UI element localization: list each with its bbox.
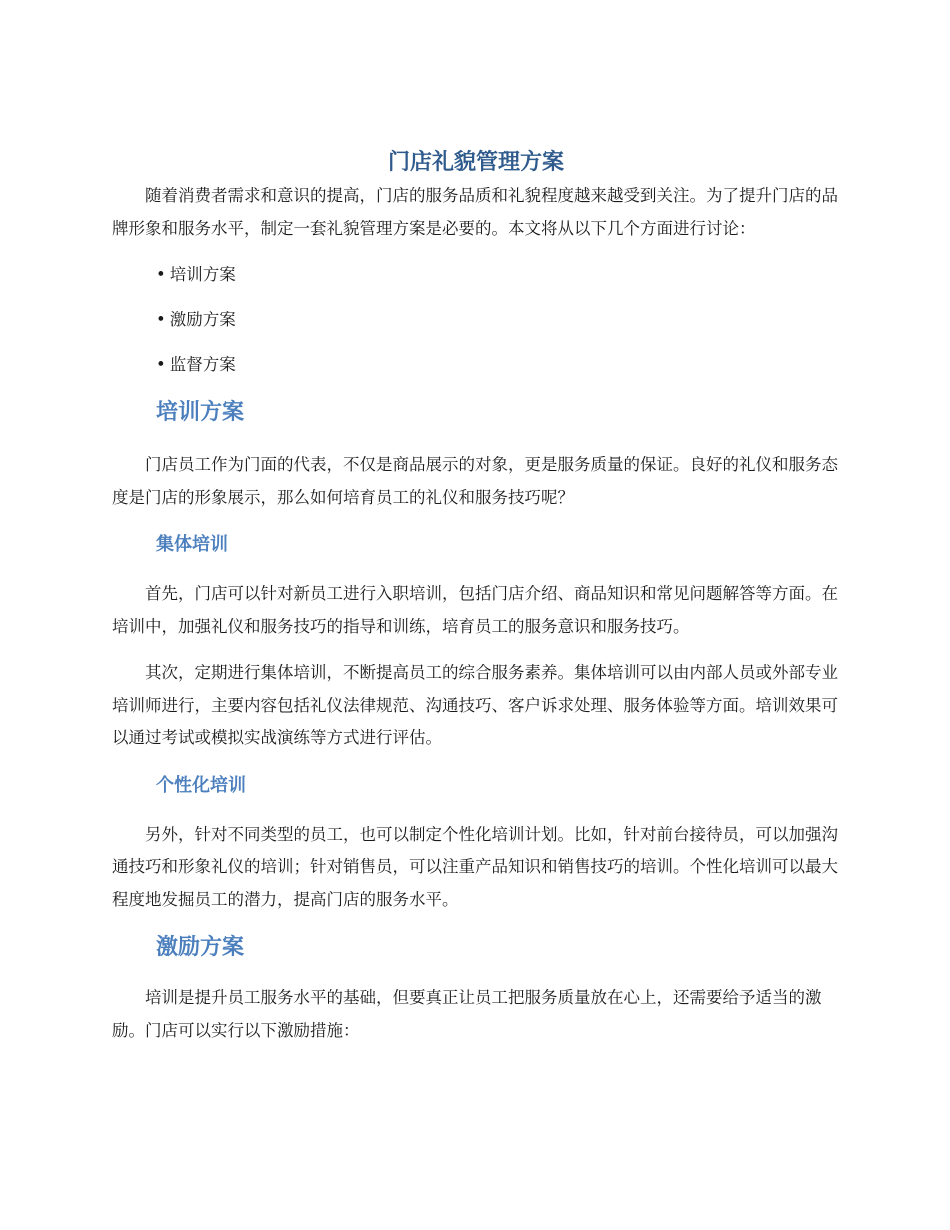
section-heading-incentive: 激励方案 — [156, 935, 245, 960]
section-heading-training: 培训方案 — [156, 400, 245, 425]
subsection-heading-group-training: 集体培训 — [156, 534, 228, 555]
training-intro-paragraph: 门店员工作为门面的代表，不仅是商品展示的对象，更是服务质量的保证。良好的礼仪和服务态度是门店的形象展示，那么如何培育员工的礼仪和服务技巧呢？ — [112, 455, 838, 507]
topic-list-item: • 激励方案 — [156, 304, 840, 336]
topic-list-item: • 监督方案 — [156, 349, 840, 381]
topic-list-item: • 培训方案 — [156, 259, 840, 291]
intro-paragraph: 随着消费者需求和意识的提高，门店的服务品质和礼貌程度越来越受到关注。为了提升门店的品牌形象和服务水平，制定一套礼貌管理方案是必要的。本文将从以下几个方面进行讨论： — [112, 186, 838, 238]
document-body — [112, 146, 840, 1047]
incentive-intro-paragraph: 培训是提升员工服务水平的基础，但要真正让员工把服务质量放在心上，还需要给予适当的激励。门店可以实行以下激励措施： — [112, 988, 822, 1040]
document-title: 门店礼貌管理方案 — [387, 150, 564, 175]
group-training-paragraph-2: 其次，定期进行集体培训，不断提高员工的综合服务素养。集体培训可以由内部人员或外部专业培训师进行，主要内容包括礼仪法律规范、沟通技巧、客户诉求处理、服务体验等方面。培训效果可以通过考试或模拟实战演练等方式进行评估。 — [112, 663, 838, 747]
personalized-training-paragraph: 另外，针对不同类型的员工，也可以制定个性化培训计划。比如，针对前台接待员，可以加强沟通技巧和形象礼仪的培训；针对销售员，可以注重产品知识和销售技巧的培训。个性化培训可以最大程度地发掘员工的潜力，提高门店的服务水平。 — [112, 824, 838, 909]
subsection-heading-personalized-training: 个性化培训 — [156, 774, 246, 796]
topic-list — [112, 259, 840, 381]
group-training-paragraph-1: 首先，门店可以针对新员工进行入职培训，包括门店介绍、商品知识和常见问题解答等方面。在培训中，加强礼仪和服务技巧的指导和训练，培育员工的服务意识和服务技巧。 — [112, 584, 838, 636]
